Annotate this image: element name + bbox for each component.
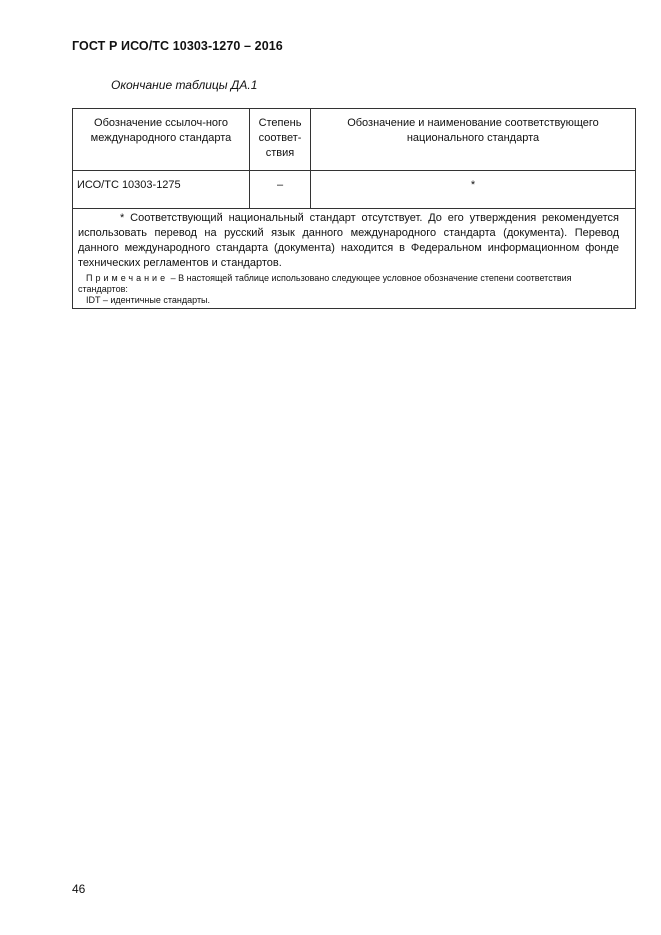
cell-degree: – <box>250 171 311 209</box>
note-text: – В настоящей таблице использовано следующее условное обозначение степени соответствия стандартов: <box>78 273 572 294</box>
idt-legend: IDT – идентичные стандарты. <box>86 295 211 305</box>
footnote-cell <box>73 209 636 309</box>
table-header-row <box>73 109 636 171</box>
cell-ref-standard: ИСО/ТС 10303-1275 <box>73 171 250 209</box>
col-header-national-standard: Обозначение и наименование соответствующего национального стандарта <box>311 109 636 171</box>
note-label: Примечание <box>86 273 169 283</box>
document-header: ГОСТ Р ИСО/ТС 10303-1270 – 2016 <box>72 39 283 53</box>
note-row <box>78 273 619 295</box>
footnote-text: * Соответствующий национальный стандарт отсутствует. До его утверждения рекомендуется использовать перевод на русский язык данного международного стандарта (документа). Перевод данного международного стандарта (документа) находится в Федеральном информационном фонде технических регламентов и стандартов. <box>78 212 619 269</box>
table-footnote-row <box>73 209 636 309</box>
col-header-degree: Степень соответ-ствия <box>250 109 311 171</box>
page-number: 46 <box>72 882 86 896</box>
table-caption: Окончание таблицы ДА.1 <box>111 78 258 92</box>
col-header-ref-standard: Обозначение ссылоч-ного международного стандарта <box>73 109 250 171</box>
table-row <box>73 171 636 209</box>
cell-national-standard: * <box>311 171 636 209</box>
correspondence-table <box>72 108 636 309</box>
